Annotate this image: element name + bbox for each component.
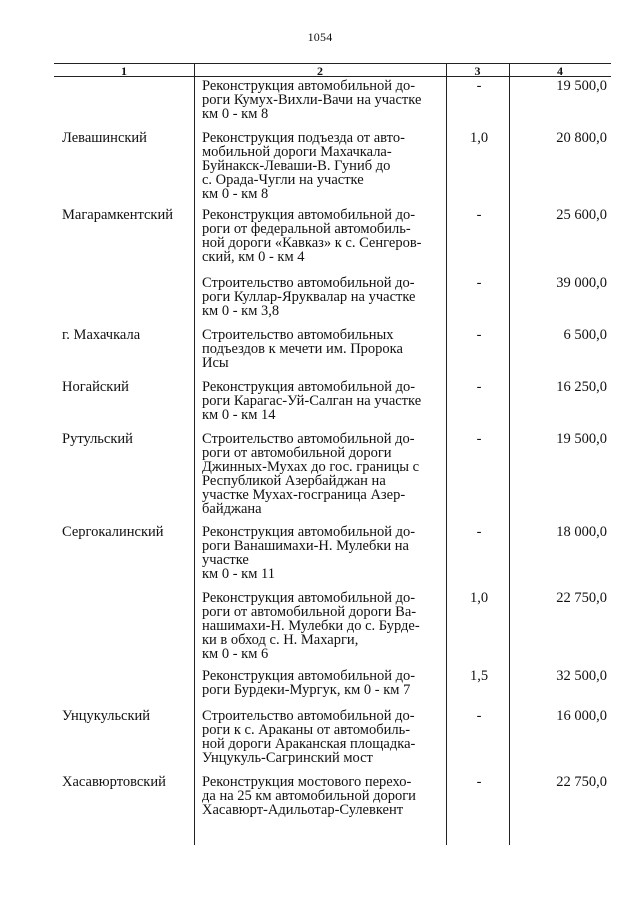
length-cell: 1,0: [469, 130, 489, 146]
length-cell: -: [476, 327, 482, 343]
work-description-cell: Строительство автомобильной до- роги к с. Араканы от автомобиль- ной дороги Араканская площадка- Унцукуль-Сагринский мост: [202, 708, 416, 766]
work-description-cell: Реконструкция автомобильной до- роги от автомобильной дороги Ва- нашимахи-Н. Мулебки до с. Бурде- ки в обход с. Н. Махарги, км 0 - км 6: [202, 590, 420, 662]
district-cell: Унцукульский: [62, 708, 151, 724]
cost-cell: 22 750,0: [556, 774, 607, 790]
work-description-cell: Реконструкция автомобильной до- роги от федеральной автомобиль- ной дороги «Кавказ» к с. Сенгеров- ский, км 0 - км 4: [202, 207, 422, 265]
cost-cell: 16 000,0: [556, 708, 607, 724]
district-cell: Хасавюртовский: [62, 774, 166, 790]
work-description-cell: Строительство автомобильной до- роги от автомобильной дороги Джинных-Мухах до гос. границы с Республикой Азербайджан на участке Мухах-госграница Азер- байджана: [202, 431, 420, 517]
header-col-1: 1: [121, 64, 127, 78]
district-cell: Левашинский: [62, 130, 147, 146]
cost-cell: 32 500,0: [556, 668, 607, 684]
district-cell: Рутульский: [62, 431, 133, 447]
cost-cell: 18 000,0: [556, 524, 607, 540]
roads-table: [54, 63, 611, 845]
work-description-cell: Реконструкция подъезда от авто- мобильной дороги Махачкала- Буйнакск-Леваши-В. Гуниб до с. Орада-Чугли на участке км 0 - км 8: [202, 130, 405, 202]
cost-cell: 6 500,0: [563, 327, 607, 343]
length-cell: 1,5: [469, 668, 489, 684]
work-description-cell: Реконструкция мостового перехо- да на 25 км автомобильной дороги Хасавюрт-Адильотар-Сулевкент: [202, 774, 416, 818]
page-number: 1054: [307, 30, 333, 44]
length-cell: -: [476, 207, 482, 223]
district-cell: Магарамкентский: [62, 207, 173, 223]
length-cell: 1,0: [469, 590, 489, 606]
length-cell: -: [476, 774, 482, 790]
cost-cell: 19 500,0: [556, 431, 607, 447]
column-divider: [509, 63, 510, 845]
length-cell: -: [476, 275, 482, 291]
district-cell: Сергокалинский: [62, 524, 164, 540]
district-cell: г. Махачкала: [62, 327, 141, 343]
header-col-4: 4: [557, 64, 563, 78]
length-cell: -: [476, 524, 482, 540]
header-col-3: 3: [474, 64, 481, 78]
cost-cell: 19 500,0: [556, 78, 607, 94]
column-divider: [446, 63, 447, 845]
header-col-2: 2: [317, 64, 323, 78]
work-description-cell: Строительство автомобильной до- роги Куллар-Яруквалар на участке км 0 - км 3,8: [202, 275, 416, 319]
length-cell: -: [476, 78, 482, 94]
work-description-cell: Строительство автомобильных подъездов к мечети им. Пророка Исы: [202, 327, 403, 371]
district-cell: Ногайский: [62, 379, 129, 395]
cost-cell: 16 250,0: [556, 379, 607, 395]
work-description-cell: Реконструкция автомобильной до- роги Карагас-Уй-Салган на участке км 0 - км 14: [202, 379, 422, 423]
work-description-cell: Реконструкция автомобильной до- роги Кумух-Вихли-Вачи на участке км 0 - км 8: [202, 78, 422, 122]
work-description-cell: Реконструкция автомобильной до- роги Ванашимахи-Н. Мулебки на участке км 0 - км 11: [202, 524, 416, 582]
length-cell: -: [476, 708, 482, 724]
cost-cell: 39 000,0: [556, 275, 607, 291]
cost-cell: 22 750,0: [556, 590, 607, 606]
cost-cell: 25 600,0: [556, 207, 607, 223]
length-cell: -: [476, 379, 482, 395]
cost-cell: 20 800,0: [556, 130, 607, 146]
length-cell: -: [476, 431, 482, 447]
work-description-cell: Реконструкция автомобильной до- роги Бурдеки-Мургук, км 0 - км 7: [202, 668, 416, 698]
column-divider: [194, 63, 195, 845]
